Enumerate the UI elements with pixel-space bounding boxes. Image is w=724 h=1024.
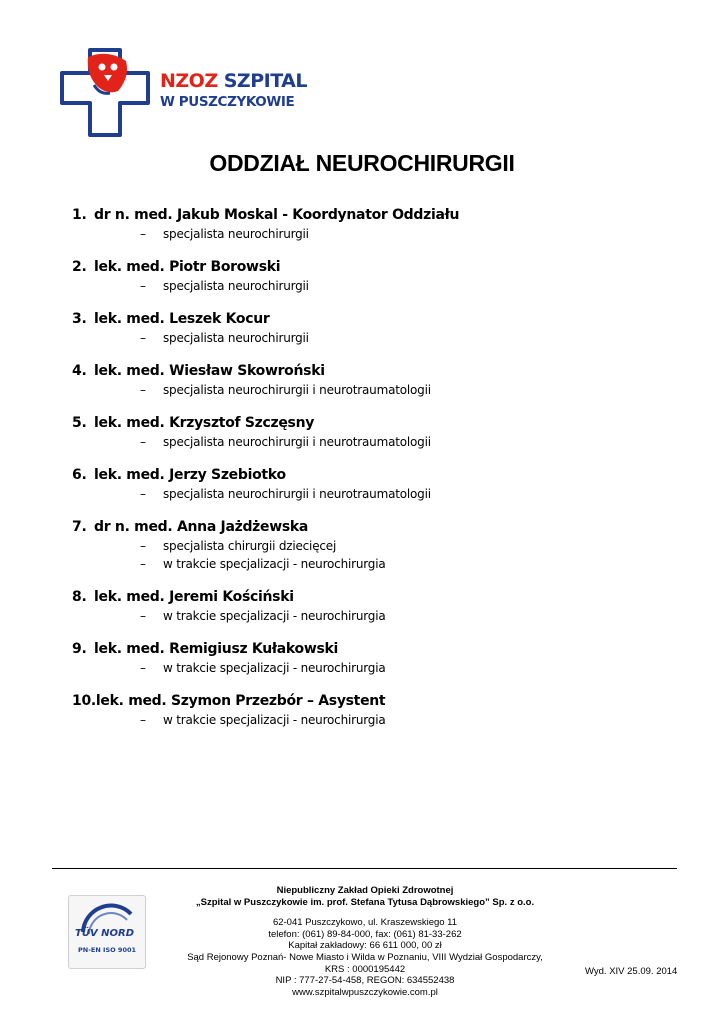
bullet-dash: –	[140, 227, 146, 241]
staff-entry	[72, 361, 672, 399]
specialization-text: w trakcie specjalizacji - neurochirurgia	[163, 713, 386, 727]
bullet-dash: –	[140, 279, 146, 293]
staff-entry	[72, 465, 672, 503]
staff-name-row	[72, 517, 672, 537]
staff-number: 3.	[72, 311, 87, 327]
footer-org: Niepubliczny Zakład Opieki Zdrowotnej	[276, 885, 454, 896]
staff-number: 5.	[72, 415, 87, 431]
staff-name-row	[72, 205, 672, 225]
logo-subtitle: W PUSZCZYKOWIE	[160, 94, 295, 110]
staff-entry	[72, 413, 672, 451]
staff-specialization	[72, 433, 672, 451]
staff-name-row	[72, 691, 672, 711]
staff-number: 9.	[72, 641, 87, 657]
staff-specialization	[72, 711, 672, 729]
logo-title-red: NZOZ	[160, 70, 218, 92]
staff-name-row	[72, 465, 672, 485]
staff-entry	[72, 205, 672, 243]
footer-court: Sąd Rejonowy Poznań- Nowe Miasto i Wilda w Poznaniu, VIII Wydział Gospodarczy,	[187, 951, 543, 963]
staff-name: lek. med. Leszek Kocur	[94, 311, 270, 327]
logo-title-blue: SZPITAL	[223, 70, 307, 92]
staff-name: lek. med. Wiesław Skowroński	[94, 363, 325, 379]
specialization-text: specjalista neurochirurgii	[163, 227, 309, 241]
specialization-text: w trakcie specjalizacji - neurochirurgia	[163, 661, 386, 675]
staff-list	[72, 205, 672, 743]
specialization-text: w trakcie specjalizacji - neurochirurgia	[163, 609, 386, 623]
staff-specialization	[72, 329, 672, 347]
footer-website: www.szpitalwpuszczykowie.com.pl	[292, 986, 438, 998]
specialization-text: specjalista neurochirurgii	[163, 331, 309, 345]
staff-entry	[72, 257, 672, 295]
bullet-dash: –	[140, 383, 146, 397]
staff-entry	[72, 691, 672, 729]
bullet-dash: –	[140, 435, 146, 449]
staff-entry	[72, 639, 672, 677]
footer-contact	[150, 885, 580, 998]
staff-entry	[72, 587, 672, 625]
staff-number: 6.	[72, 467, 87, 483]
footer-phone: telefon: (061) 89-84-000, fax: (061) 81-33-262	[268, 928, 462, 940]
footer-org-full: „Szpital w Puszczykowie im. prof. Stefana Tytusa Dąbrowskiego” Sp. z o.o.	[195, 896, 535, 908]
staff-name: dr n. med. Anna Jażdżewska	[94, 519, 309, 535]
staff-name-row	[72, 413, 672, 433]
staff-name-row	[72, 361, 672, 381]
staff-number: 4.	[72, 363, 87, 379]
staff-name: lek. med. Jeremi Kościński	[94, 589, 294, 605]
specialization-text: w trakcie specjalizacji - neurochirurgia	[163, 557, 386, 571]
staff-number: 7.	[72, 519, 87, 535]
bullet-dash: –	[140, 609, 146, 623]
staff-specialization	[72, 659, 672, 677]
specialization-text: specjalista neurochirurgii i neurotraumatologii	[163, 383, 431, 397]
staff-number: 8.	[72, 589, 87, 605]
staff-name-row	[72, 587, 672, 607]
bullet-dash: –	[140, 487, 146, 501]
staff-specialization	[72, 381, 672, 399]
staff-specialization	[72, 555, 672, 573]
bullet-dash: –	[140, 661, 146, 675]
bullet-dash: –	[140, 331, 146, 345]
specialization-text: specjalista chirurgii dziecięcej	[163, 539, 337, 553]
bullet-dash: –	[140, 539, 146, 553]
staff-entry	[72, 309, 672, 347]
staff-number: 1.	[72, 207, 87, 223]
page-title: ODDZIAŁ NEUROCHIRURGII	[209, 150, 515, 176]
footer-nip: NIP : 777-27-54-458, REGON: 634552438	[275, 975, 455, 987]
staff-name-row	[72, 257, 672, 277]
staff-name: lek. med. Krzysztof Szczęsny	[94, 415, 315, 431]
staff-number: 2.	[72, 259, 87, 275]
specialization-text: specjalista neurochirurgii	[163, 279, 309, 293]
logo-title	[160, 72, 307, 91]
bullet-dash: –	[140, 713, 146, 727]
staff-specialization	[72, 225, 672, 243]
staff-name-row	[72, 309, 672, 329]
document-version: Wyd. XIV 25.09. 2014	[585, 966, 678, 977]
staff-name: lek. med. Remigiusz Kułakowski	[94, 641, 339, 657]
specialization-text: specjalista neurochirurgii i neurotraumatologii	[163, 435, 431, 449]
staff-name: lek. med. Jerzy Szebiotko	[94, 467, 286, 483]
staff-entry	[72, 517, 672, 573]
staff-name-row	[72, 639, 672, 659]
footer-divider	[52, 868, 677, 869]
tuv-brand-label: TÜV NORD	[75, 928, 135, 939]
tuv-nord-certificate-badge	[68, 895, 146, 969]
staff-name: dr n. med. Jakub Moskal - Koordynator Oddziału	[94, 207, 460, 223]
tuv-standard-label: PN-EN ISO 9001	[77, 946, 137, 954]
footer-address: 62-041 Puszczykowo, ul. Kraszewskiego 11	[272, 917, 458, 929]
staff-specialization	[72, 277, 672, 295]
staff-name: lek. med. Szymon Przezbór – Asystent	[95, 693, 386, 709]
specialization-text: specjalista neurochirurgii i neurotraumatologii	[163, 487, 431, 501]
staff-specialization	[72, 485, 672, 503]
staff-number: 10.	[72, 693, 96, 709]
footer-krs: KRS : 0000195442	[324, 963, 406, 975]
bullet-dash: –	[140, 557, 146, 571]
staff-name: lek. med. Piotr Borowski	[94, 259, 281, 275]
staff-specialization	[72, 607, 672, 625]
hospital-logo-cross-icon	[58, 47, 298, 139]
footer-capital: Kapitał zakładowy: 66 611 000, 00 zł	[288, 940, 442, 952]
staff-specialization	[72, 537, 672, 555]
